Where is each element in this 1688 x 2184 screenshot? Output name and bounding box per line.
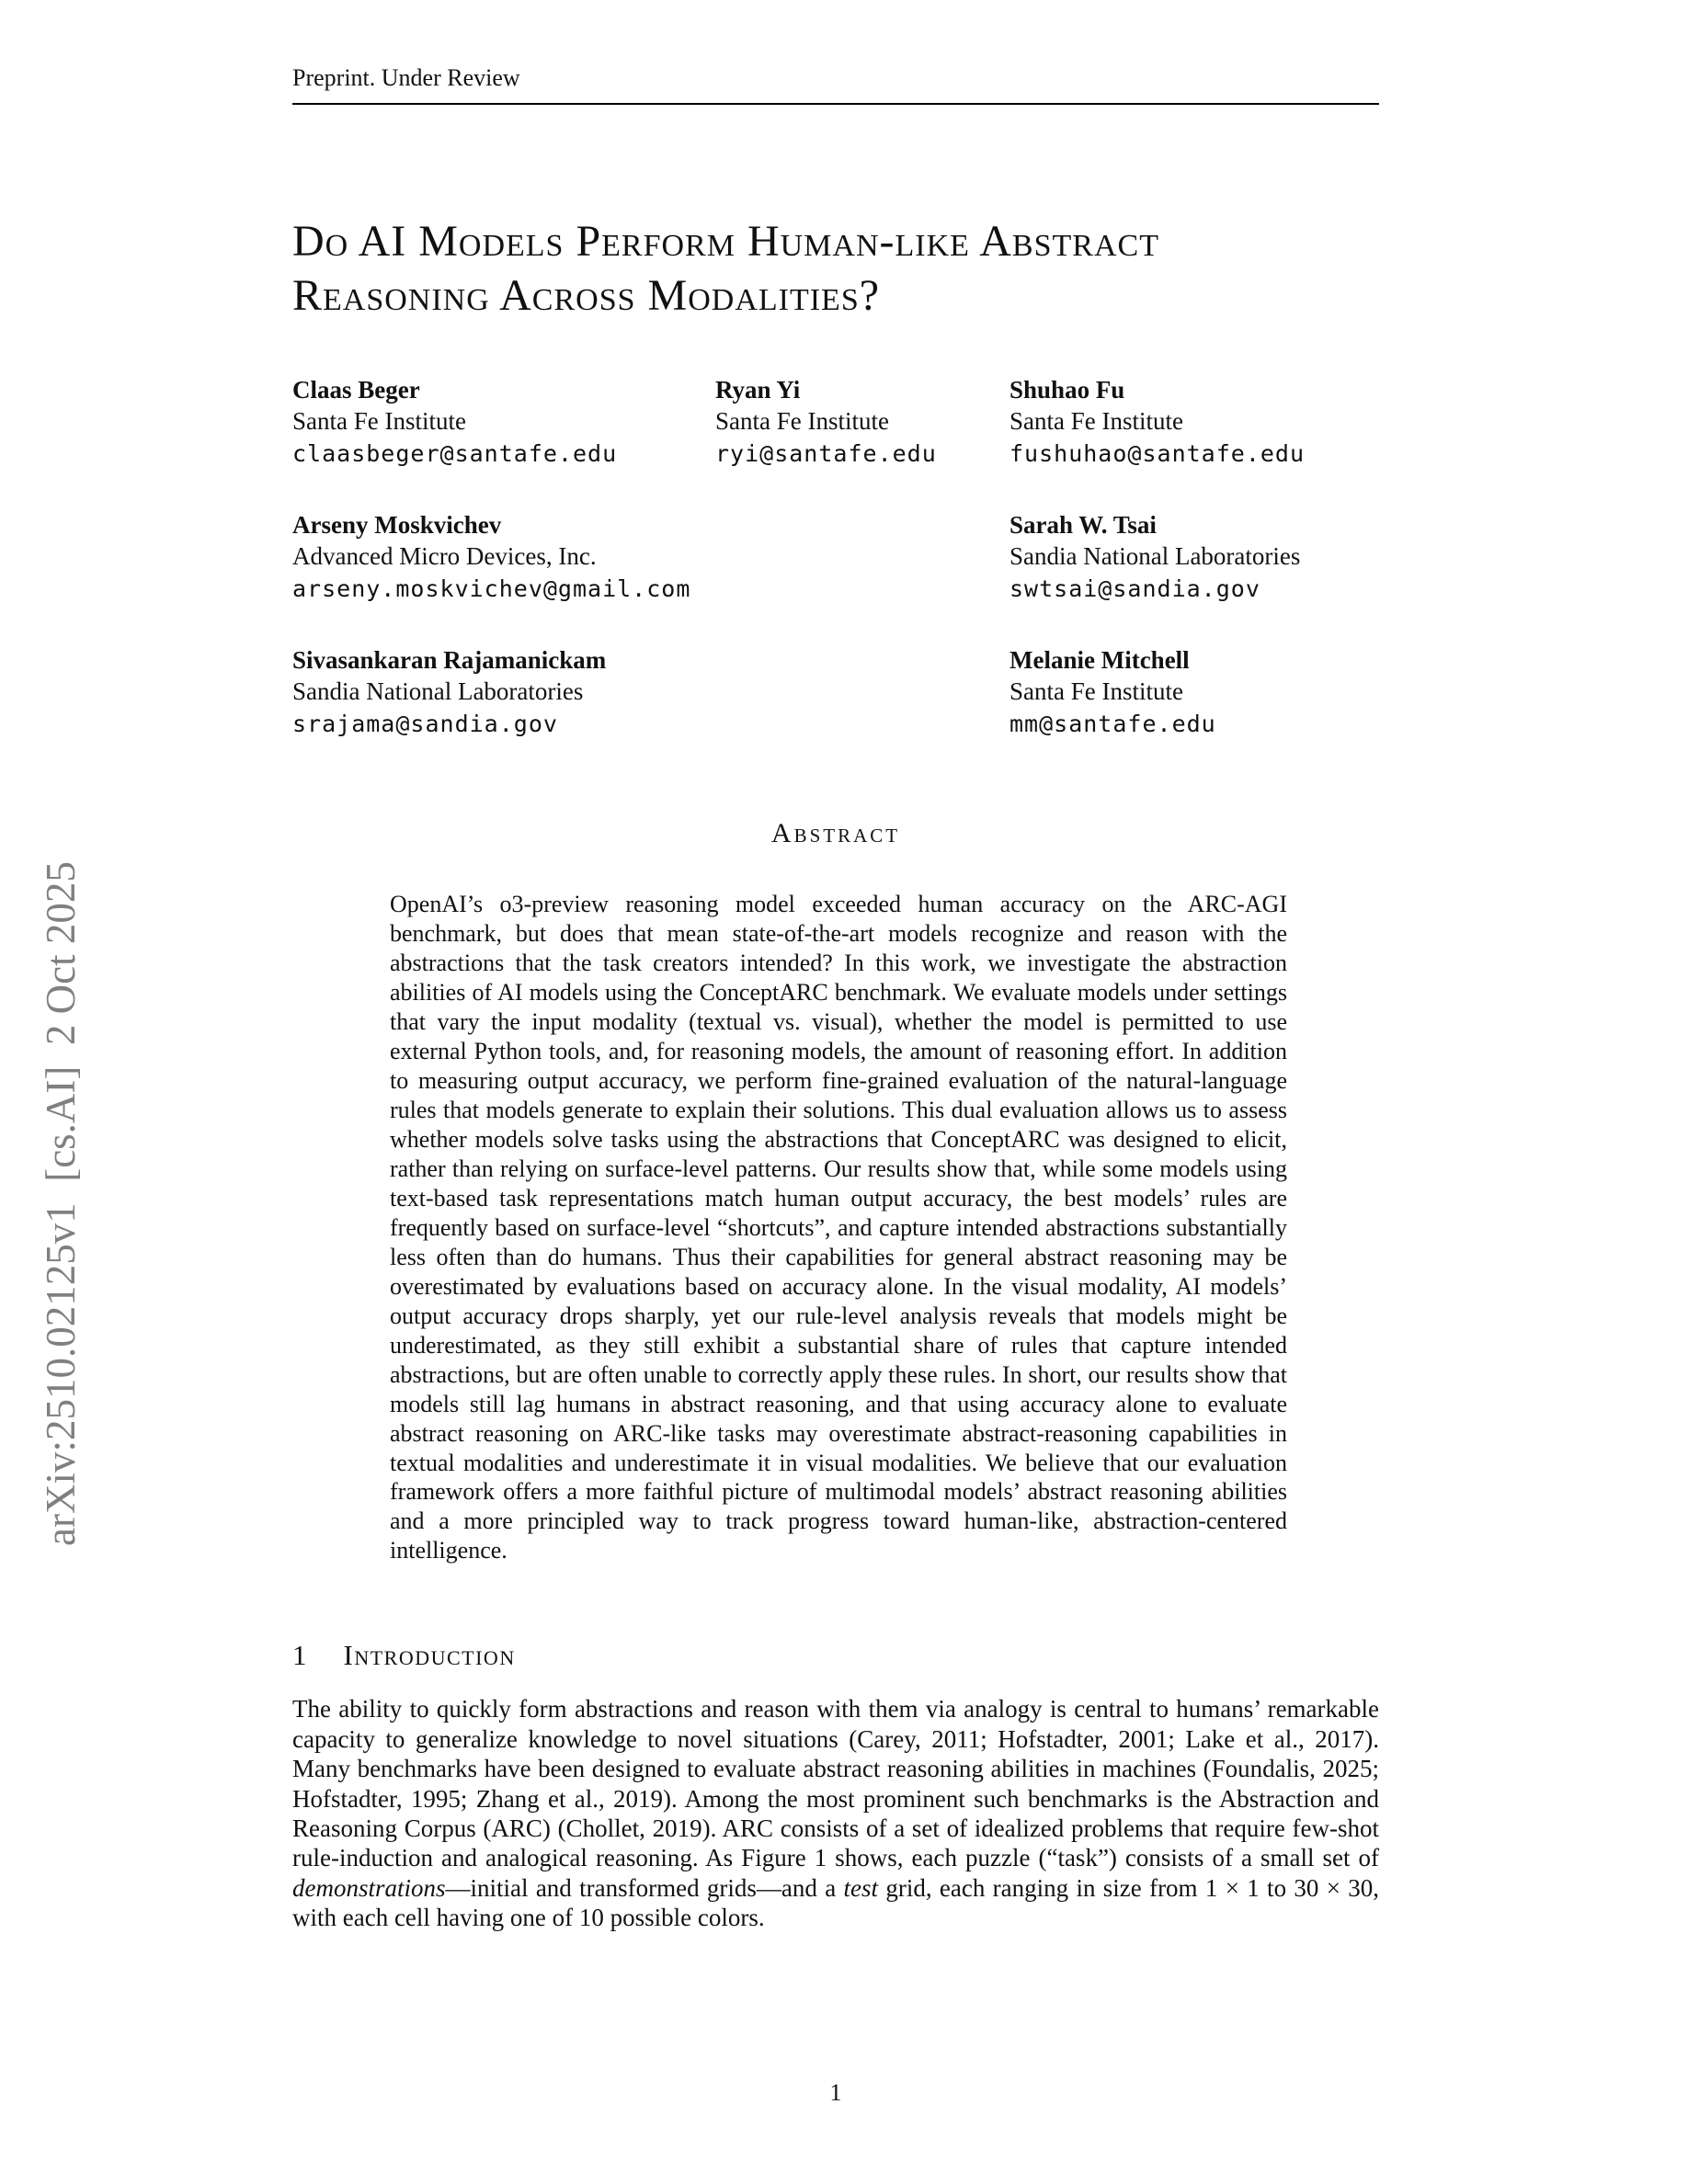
preprint-note: Preprint. Under Review bbox=[292, 64, 520, 91]
author-email: ryi@santafe.edu bbox=[715, 440, 937, 468]
author-melanie-mitchell bbox=[1009, 646, 1379, 737]
author-claas-beger bbox=[292, 376, 715, 467]
abstract-text: OpenAI’s o3-preview reasoning model exceeded human accuracy on the ARC-AGI benchmark, but does that mean state-of-the-art models recognize and reason with the abstractions that the task creators intended? In this work, we investigate the abstraction abilities of AI models using the ConceptARC benchmark. We evaluate models under settings that vary the input modality (textual vs. visual), whether the model is permitted to use external Python tools, and, for reasoning models, the amount of reasoning effort. In addition to measuring output accuracy, we perform fine-grained evaluation of the natural-language rules that models generate to explain their solutions. This dual evaluation allows us to assess whether models solve tasks using the abstractions that ConceptARC was designed to elicit, rather than relying on surface-level patterns. Our results show that, while some models using text-based task representations match human output accuracy, the best models’ rules are frequently based on surface-level “shortcuts”, and capture intended abstractions substantially less often than do humans. Thus their capabilities for general abstract reasoning may be overestimated by evaluations based on accuracy alone. In the visual modality, AI models’ output accuracy drops sharply, yet our rule-level analysis reveals that models might be underestimated, as they still exhibit a substantial share of rules that capture intended abstractions, but are often unable to correctly apply these rules. In short, our results show that models still lag humans in abstract reasoning, and that using accuracy alone to evaluate abstract reasoning on ARC-like tasks may overestimate abstract-reasoning capabilities in textual modalities and underestimate it in visual modalities. We believe that our evaluation framework offers a more faithful picture of multimodal models’ abstract reasoning abilities and a more principled way to track progress toward human-like, abstraction-centered intelligence. bbox=[390, 891, 1287, 1564]
author-affiliation: Sandia National Laboratories bbox=[1009, 542, 1301, 571]
authors-block bbox=[292, 376, 1379, 737]
author-email: fushuhao@santafe.edu bbox=[1009, 440, 1306, 468]
paper-title-line-2: Reasoning Across Modalities? bbox=[292, 270, 881, 320]
author-email: swtsai@sandia.gov bbox=[1009, 575, 1260, 603]
intro-text-segment: The ability to quickly form abstractions and reason with them via analogy is central to humans’ remarkable capacity to generalize knowledge to novel situations (Carey, 2011; Hofstadter, 2001; Lake et al., 2017). Many benchmarks have been designed to evaluate abstract reasoning abilities in machines (Foundalis, 2025; Hofstadter, 1995; Zhang et al., 2019). Among the most prominent such benchmarks is the Abstraction and Reasoning Corpus (ARC) (Chollet, 2019). ARC consists of a set of idealized problems that require few-shot rule-induction and analogical reasoning. As Figure 1 shows, each puzzle (“task”) consists of a small set of bbox=[292, 1695, 1379, 1872]
content-column bbox=[292, 0, 1379, 1933]
author-email: arseny.moskvichev@gmail.com bbox=[292, 575, 691, 603]
author-name: Arseny Moskvichev bbox=[292, 511, 502, 540]
author-name: Ryan Yi bbox=[715, 376, 801, 404]
author-name: Shuhao Fu bbox=[1009, 376, 1125, 404]
author-affiliation: Santa Fe Institute bbox=[1009, 677, 1183, 706]
intro-text-segment: —initial and transformed grids—and a bbox=[445, 1873, 844, 1902]
arxiv-identifier-banner: arXiv:2510.02125v1 [cs.AI] 2 Oct 2025 bbox=[38, 861, 84, 1546]
intro-italic-demonstrations: demonstrations bbox=[292, 1873, 446, 1902]
paper-title bbox=[292, 215, 1379, 323]
author-name: Sivasankaran Rajamanickam bbox=[292, 646, 607, 675]
author-affiliation: Santa Fe Institute bbox=[1009, 407, 1183, 436]
author-sarah-w-tsai bbox=[1009, 511, 1379, 602]
author-sivasankaran-rajamanickam bbox=[292, 646, 1009, 737]
author-name: Melanie Mitchell bbox=[1009, 646, 1190, 675]
author-name: Claas Beger bbox=[292, 376, 420, 404]
paper-title-line-1: Do AI Models Perform Human-like Abstract bbox=[292, 217, 1159, 266]
author-email: srajama@sandia.gov bbox=[292, 711, 558, 738]
author-name: Sarah W. Tsai bbox=[1009, 511, 1157, 540]
section-heading-introduction bbox=[292, 1639, 1379, 1672]
page-number: 1 bbox=[829, 2079, 842, 2106]
author-email: mm@santafe.edu bbox=[1009, 711, 1216, 738]
section-title: Introduction bbox=[343, 1639, 516, 1672]
abstract-heading: Abstract bbox=[770, 818, 901, 849]
author-affiliation: Santa Fe Institute bbox=[715, 407, 889, 436]
intro-text-segment: grid, each ranging in size from 1 × 1 to 30 × 30, with each cell having one of 10 possible colors. bbox=[292, 1873, 1379, 1932]
author-ryan-yi bbox=[715, 376, 1009, 467]
introduction-paragraph bbox=[292, 1694, 1379, 1932]
intro-italic-test: test bbox=[843, 1873, 879, 1902]
author-shuhao-fu bbox=[1009, 376, 1379, 467]
author-affiliation: Sandia National Laboratories bbox=[292, 677, 584, 706]
section-number: 1 bbox=[292, 1639, 307, 1672]
author-affiliation: Advanced Micro Devices, Inc. bbox=[292, 542, 597, 571]
author-email: claasbeger@santafe.edu bbox=[292, 440, 618, 468]
author-affiliation: Santa Fe Institute bbox=[292, 407, 466, 436]
preprint-header bbox=[292, 0, 1379, 105]
author-arseny-moskvichev bbox=[292, 511, 1009, 602]
